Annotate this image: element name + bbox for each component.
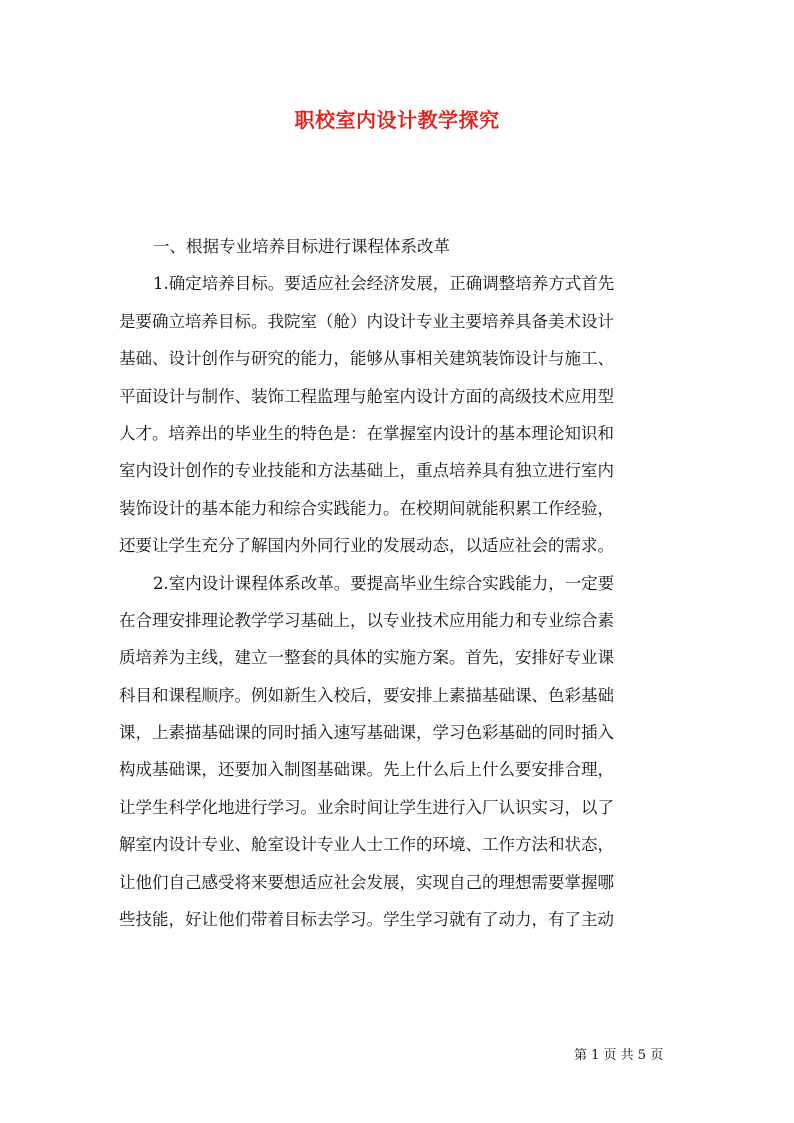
paragraph-line: 基础、设计创作与研究的能力，能够从事相关建筑装饰设计与施工、 [119,349,614,369]
paragraph-line: 平面设计与制作、装饰工程监理与舱室内设计方面的高级技术应用型 [119,386,614,406]
page-number-footer: 第 1 页 共 5 页 [574,1048,664,1063]
paragraph-line: 质培养为主线，建立一整套的具体的实施方案。首先，安排好专业课 [119,648,614,668]
paragraph-line: 1.确定培养目标。要适应社会经济发展，正确调整培养方式首先 [153,274,615,294]
paragraph-line: 让学生科学化地进行学习。业余时间让学生进行入厂认识实习，以了 [119,797,614,817]
paragraph-line: 科目和课程顺序。例如新生入校后，要安排上素描基础课、色彩基础 [119,685,614,705]
section-heading: 一、根据专业培养目标进行课程体系改革 [153,237,450,256]
paragraph-line: 让他们自己感受将来要想适应社会发展，实现自己的理想需要掌握哪 [119,872,614,892]
paragraph-line: 装饰设计的基本能力和综合实践能力。在校期间就能积累工作经验， [119,498,614,518]
paragraph-line: 人才。培养出的毕业生的特色是：在掌握室内设计的基本理论知识和 [119,423,614,443]
paragraph-line: 室内设计创作的专业技能和方法基础上，重点培养具有独立进行室内 [119,461,614,481]
paragraph-line: 2.室内设计课程体系改革。要提高毕业生综合实践能力，一定要 [153,573,615,593]
paragraph-line: 是要确立培养目标。我院室（舱）内设计专业主要培养具备美术设计 [119,311,614,331]
document-body [119,228,685,938]
paragraph-line: 还要让学生充分了解国内外同行业的发展动态，以适应社会的需求。 [119,536,614,556]
paragraph-line: 构成基础课，还要加入制图基础课。先上什么后上什么要安排合理， [119,760,614,780]
paragraph-line: 在合理安排理论教学学习基础上，以专业技术应用能力和专业综合素 [119,610,614,630]
paragraph-line: 解室内设计专业、舱室设计专业人士工作的环境、工作方法和状态， [119,835,614,855]
paragraph-line: 课，上素描基础课的同时插入速写基础课，学习色彩基础的同时插入 [119,723,614,743]
document-title: 职校室内设计教学探究 [294,108,500,132]
paragraph-line: 些技能，好让他们带着目标去学习。学生学习就有了动力，有了主动 [119,910,614,930]
